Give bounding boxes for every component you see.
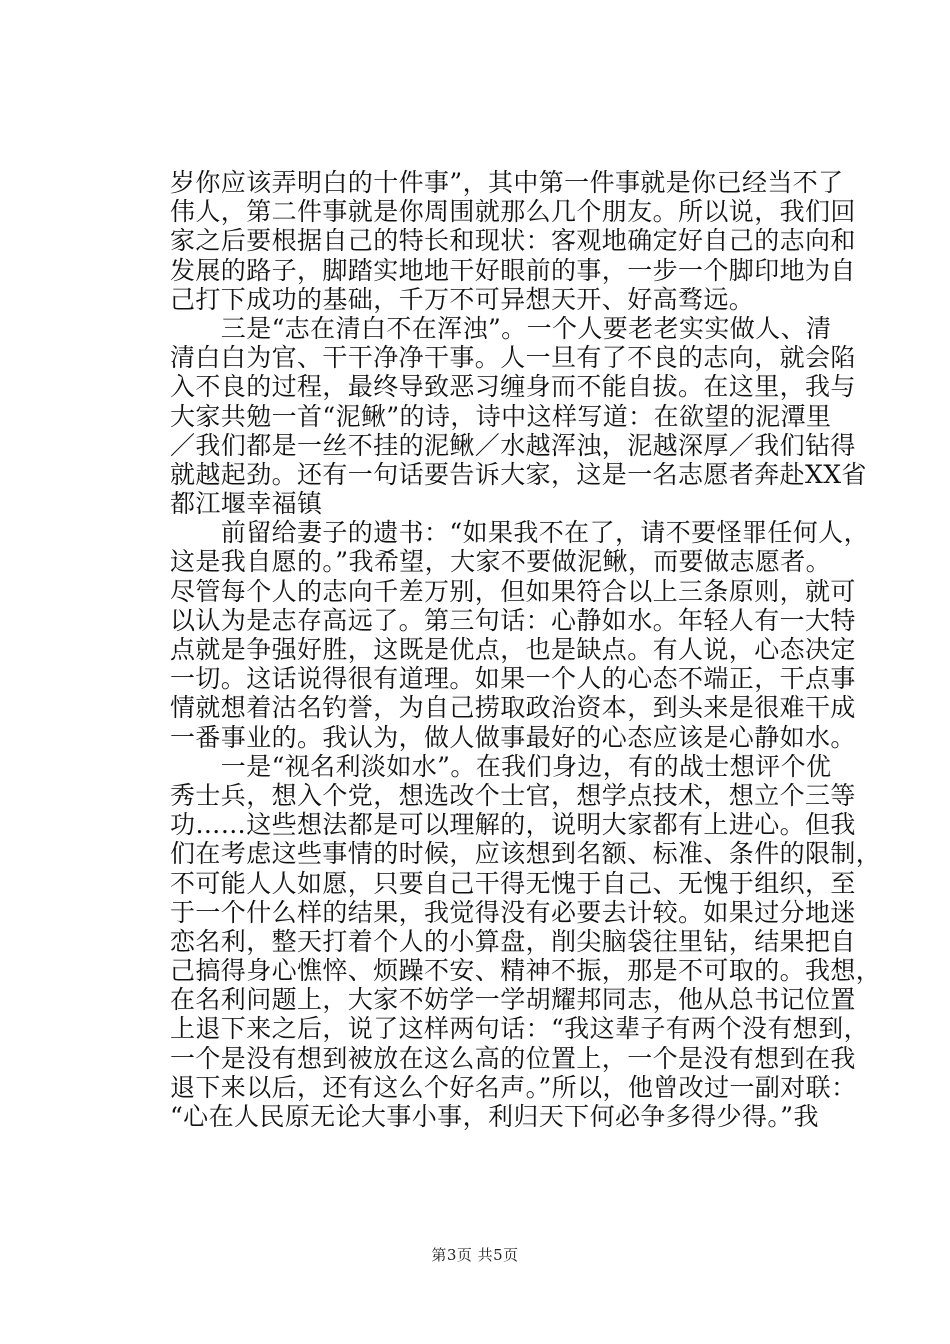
text-line: ／我们都是一丝不挂的泥鳅／水越浑浊，泥越深厚／我们钻得 bbox=[170, 430, 856, 460]
text-line: 家之后要根据自己的特长和现状：客观地确定好自己的志向和 bbox=[170, 226, 856, 256]
text-line: 退下来以后，还有这么个好名声。”所以，他曾改过一副对联： bbox=[170, 1072, 857, 1102]
text-line: 三是“志在清白不在浑浊”。一个人要老老实实做人、清 bbox=[170, 313, 832, 343]
text-line: 点就是争强好胜，这既是优点，也是缺点。有人说，心态决定 bbox=[170, 635, 856, 664]
text-line: 这是我自愿的。”我希望，大家不要做泥鳅，而要做志愿者。 bbox=[170, 547, 832, 577]
text-line: 一切。这话说得很有道理。如果一个人的心态不端正，干点事 bbox=[170, 664, 856, 694]
text-line: 功……这些想法都是可以理解的，说明大家都有上进心。但我 bbox=[170, 810, 856, 840]
text-line: 秀士兵，想入个党，想选改个士官，想学点技术，想立个三等 bbox=[170, 780, 856, 810]
text-line: 清白白为官、干干净净干事。人一旦有了不良的志向，就会陷 bbox=[170, 343, 856, 373]
text-line: 入不良的过程，最终导致恶习缠身而不能自拔。在这里，我与 bbox=[170, 372, 856, 402]
text-line: 以认为是志存高远了。第三句话：心静如水。年轻人有一大特 bbox=[170, 605, 856, 635]
text-line: 一是“视名利淡如水”。在我们身边，有的战士想评个优 bbox=[170, 751, 832, 781]
text-line: 在名利问题上，大家不妨学一学胡耀邦同志，他从总书记位置 bbox=[170, 985, 856, 1015]
text-line: 不可能人人如愿，只要自己干得无愧于自己、无愧于组织，至 bbox=[170, 868, 856, 898]
text-line: 己搞得身心憔悴、烦躁不安、精神不振，那是不可取的。我想， bbox=[170, 956, 882, 986]
text-line: 就越起劲。还有一句话要告诉大家，这是一名志愿者奔赴XX省 bbox=[170, 459, 867, 489]
text-line: 前留给妻子的遗书：“如果我不在了，请不要怪罪任何人， bbox=[170, 518, 869, 548]
page-footer: 第3页 共5页 bbox=[431, 1246, 519, 1264]
text-line: 岁你应该弄明白的十件事”，其中第一件事就是你已经当不了 bbox=[170, 168, 844, 197]
text-line: 尽管每个人的志向千差万别，但如果符合以上三条原则，就可 bbox=[170, 576, 856, 606]
text-line: 都江堰幸福镇 bbox=[170, 489, 323, 519]
body-text bbox=[170, 168, 882, 1131]
text-line: 情就想着沽名钓誉，为自己捞取政治资本，到头来是很难干成 bbox=[170, 693, 856, 723]
text-line: 一个是没有想到被放在这么高的位置上，一个是没有想到在我 bbox=[170, 1043, 856, 1073]
text-line: 上退下来之后，说了这样两句话：“我这辈子有两个没有想到， bbox=[170, 1014, 869, 1044]
text-line: 恋名利，整天打着个人的小算盘，削尖脑袋往里钻，结果把自 bbox=[170, 926, 856, 956]
text-line: 一番事业的。我认为，做人做事最好的心态应该是心静如水。 bbox=[170, 722, 856, 752]
text-line: 发展的路子，脚踏实地地干好眼前的事，一步一个脚印地为自 bbox=[170, 255, 856, 285]
text-line: 大家共勉一首“泥鳅”的诗，诗中这样写道：在欲望的泥潭里 bbox=[170, 401, 832, 431]
text-line: 伟人，第二件事就是你周围就那么几个朋友。所以说，我们回 bbox=[170, 197, 856, 227]
text-line: 们在考虑这些事情的时候，应该想到名额、标准、条件的限制， bbox=[170, 839, 882, 869]
text-line: 己打下成功的基础，千万不可异想天开、好高骛远。 bbox=[170, 284, 755, 314]
text-line: “心在人民原无论大事小事，利归天下何必争多得少得。”我 bbox=[170, 1102, 819, 1131]
text-line: 于一个什么样的结果，我觉得没有必要去计较。如果过分地迷 bbox=[170, 897, 856, 927]
